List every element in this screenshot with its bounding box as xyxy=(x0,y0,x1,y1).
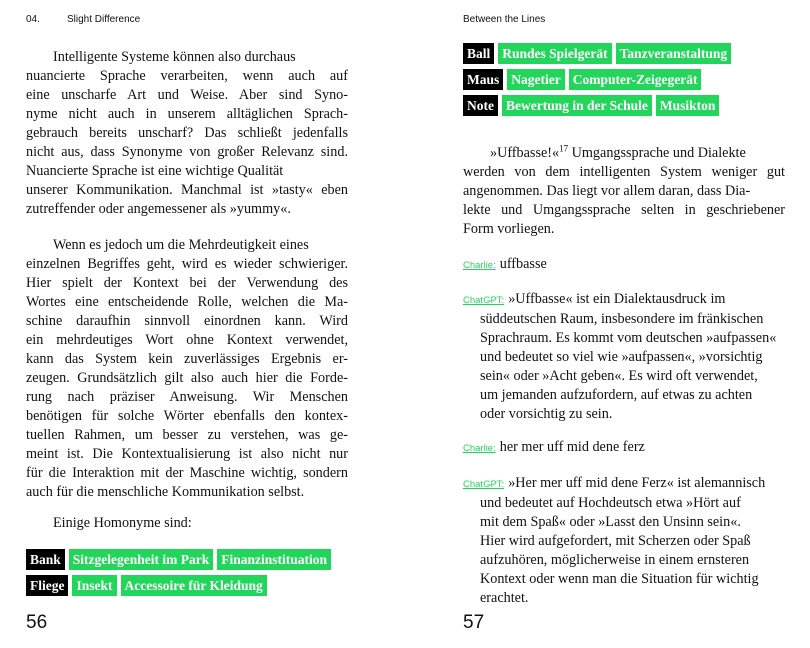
chapter-number: 04. xyxy=(26,14,40,25)
homonym-word: Ball xyxy=(463,43,494,64)
text-line: gebrauch bereits unscharf? Das schließt jedenfalls xyxy=(26,125,348,141)
text-line: Wortes eine entscheidende Rolle, welchen die Ma- xyxy=(26,294,348,310)
homonym-row-ball xyxy=(463,43,731,64)
text-line: Hier wird aufgefordert, mit Scherzen oder Spaß xyxy=(480,533,751,549)
page-number: 57 xyxy=(463,612,485,633)
homonym-meaning: Sitzgelegenheit im Park xyxy=(69,549,213,570)
text-line: meint ist. Die Kontextualisierung ist also nicht nur xyxy=(26,446,348,462)
dialog-text: her mer uff mid dene ferz xyxy=(499,439,645,455)
dialog-entry-charlie xyxy=(463,438,793,458)
text-line: nuancierte Sprache verarbeiten, wenn auch auf xyxy=(26,68,348,84)
speaker-label: Charlie: xyxy=(463,260,496,271)
speaker-label: ChatGPT: xyxy=(463,295,505,306)
homonym-word: Maus xyxy=(463,69,503,90)
text-line: mit dem Spaß« oder »Lasst den Unsinn sein«. xyxy=(480,514,741,530)
dialog-entry-charlie xyxy=(463,255,793,275)
text-line: benötigen für solche Wörter ebenfalls den kontex- xyxy=(26,408,348,424)
homonym-meaning: Tanzveranstaltung xyxy=(616,43,732,64)
text-line: rung nach präziser Anweisung. Wir Menschen xyxy=(26,389,348,405)
dialog-entry-chatgpt xyxy=(463,290,793,424)
text-line: sein« oder »Acht geben«. Es wird oft verwendet, xyxy=(480,368,758,384)
homonym-word: Fliege xyxy=(26,575,68,596)
paragraph-dialects xyxy=(463,144,785,239)
text-fragment: Umgangssprache und Dialekte xyxy=(568,145,746,161)
text-line: angenommen. Das liegt vor allem daran, dass Dia- xyxy=(463,183,751,199)
homonym-meaning: Musikton xyxy=(656,95,720,116)
text-line: süddeutschen Raum, insbesondere im fränkischen xyxy=(480,311,764,327)
text-line: für die Interaktion mit der Maschine wichtig, sondern xyxy=(26,465,348,481)
homonym-meaning: Accessoire für Kleidung xyxy=(121,575,267,596)
text-line: erachtet. xyxy=(480,590,529,606)
dialog-text: »Her mer uff mid dene Ferz« ist alemannisch xyxy=(508,475,766,491)
quote-uffbasse: »Uffbasse!« xyxy=(490,145,560,161)
homonym-row-note xyxy=(463,95,719,116)
footnote-reference: 17 xyxy=(559,143,569,154)
dialog-text: uffbasse xyxy=(499,256,547,272)
text-line: lekte und Umgangssprache selten in geschriebener xyxy=(463,202,785,218)
homonym-meaning: Insekt xyxy=(72,575,116,596)
paragraph-synonyms xyxy=(26,48,348,219)
text-line: Sprachraum. Es kommt vom deutschen »aufpassen« xyxy=(480,330,777,346)
text-line: Einige Homonyme sind: xyxy=(53,515,192,531)
text-line: unserer Kommunikation. Manchmal ist »tasty« eben xyxy=(26,182,348,198)
text-line: auch für die menschliche Kommunikation selbst. xyxy=(26,484,305,500)
text-line: Intelligente Systeme können also durchaus xyxy=(53,49,296,65)
running-head: Between the Lines xyxy=(463,14,546,25)
text-line: um jemanden aufzufordern, auf etwas zu achten xyxy=(480,387,753,403)
paragraph-homonyms-intro xyxy=(26,514,348,533)
homonym-word: Note xyxy=(463,95,498,116)
dialog-entry-chatgpt xyxy=(463,474,793,608)
text-line: kann das System kein zuverlässiges Ergebnis er- xyxy=(26,351,348,367)
text-line xyxy=(463,144,785,163)
text-line: Kontext oder wenn man die Situation für wichtig xyxy=(480,571,759,587)
homonym-row-fliege xyxy=(26,575,267,596)
homonym-row-maus xyxy=(463,69,701,90)
text-line: oder vorsichtig zu sein. xyxy=(480,406,613,422)
text-line: und bedeutet auf Hochdeutsch etwa »Hört auf xyxy=(480,495,741,511)
homonym-meaning: Rundes Spielgerät xyxy=(498,43,611,64)
text-line: zeugen. Grundsätzlich gilt also auch hier die Forde- xyxy=(26,370,348,386)
text-line: eine unscharfe Art und Weise. Aber sind Syno- xyxy=(26,87,348,103)
right-page xyxy=(405,0,810,648)
text-line: nyme nicht auch in unserem alltäglichen Sprach- xyxy=(26,106,348,122)
text-line: zutreffender oder angemessener als »yummy«. xyxy=(26,201,291,217)
homonym-word: Bank xyxy=(26,549,65,570)
text-line xyxy=(463,290,793,310)
text-line: nicht aus, dass Synonyme von großer Relevanz sind. xyxy=(26,144,348,160)
speaker-label: Charlie: xyxy=(463,443,496,454)
homonym-meaning: Computer-Zeigegerät xyxy=(569,69,702,90)
text-line: Nuancierte Sprache ist eine wichtige Qualität xyxy=(26,163,284,179)
page-number: 56 xyxy=(26,612,48,633)
homonym-meaning: Finanzinstituation xyxy=(217,549,331,570)
text-line: Form vorliegen. xyxy=(463,221,555,237)
text-line xyxy=(463,474,793,494)
text-line: tuellen Rahmen, um besser zu verstehen, was ge- xyxy=(26,427,348,443)
text-line xyxy=(463,255,793,275)
text-line: schine daraufhin sinnvoll einordnen kann. Wird xyxy=(26,313,348,329)
text-line: Wenn es jedoch um die Mehrdeutigkeit eines xyxy=(53,237,309,253)
text-line: werden von dem intelligenten System weniger gut xyxy=(463,164,785,180)
text-line: und bedeutet so viel wie »aufpassen«, »vorsichtig xyxy=(480,349,763,365)
text-line: Hier spielt der Kontext bei der Verwendung des xyxy=(26,275,348,291)
text-line: einzelnen Begriffes geht, wird es wieder schwieriger. xyxy=(26,256,348,272)
dialog-text: »Uffbasse« ist ein Dialektausdruck im xyxy=(508,291,726,307)
text-line: aufzuhören, möglicherweise in einem ernsteren xyxy=(480,552,750,568)
paragraph-ambiguity xyxy=(26,236,348,502)
text-line xyxy=(463,438,793,458)
homonym-meaning: Nagetier xyxy=(507,69,564,90)
speaker-label: ChatGPT: xyxy=(463,479,505,490)
homonym-meaning: Bewertung in der Schule xyxy=(502,95,652,116)
chapter-title: Slight Difference xyxy=(67,14,141,25)
text-line: ein mehrdeutiges Wort ohne Kontext verwendet, xyxy=(26,332,348,348)
homonym-row-bank xyxy=(26,549,331,570)
